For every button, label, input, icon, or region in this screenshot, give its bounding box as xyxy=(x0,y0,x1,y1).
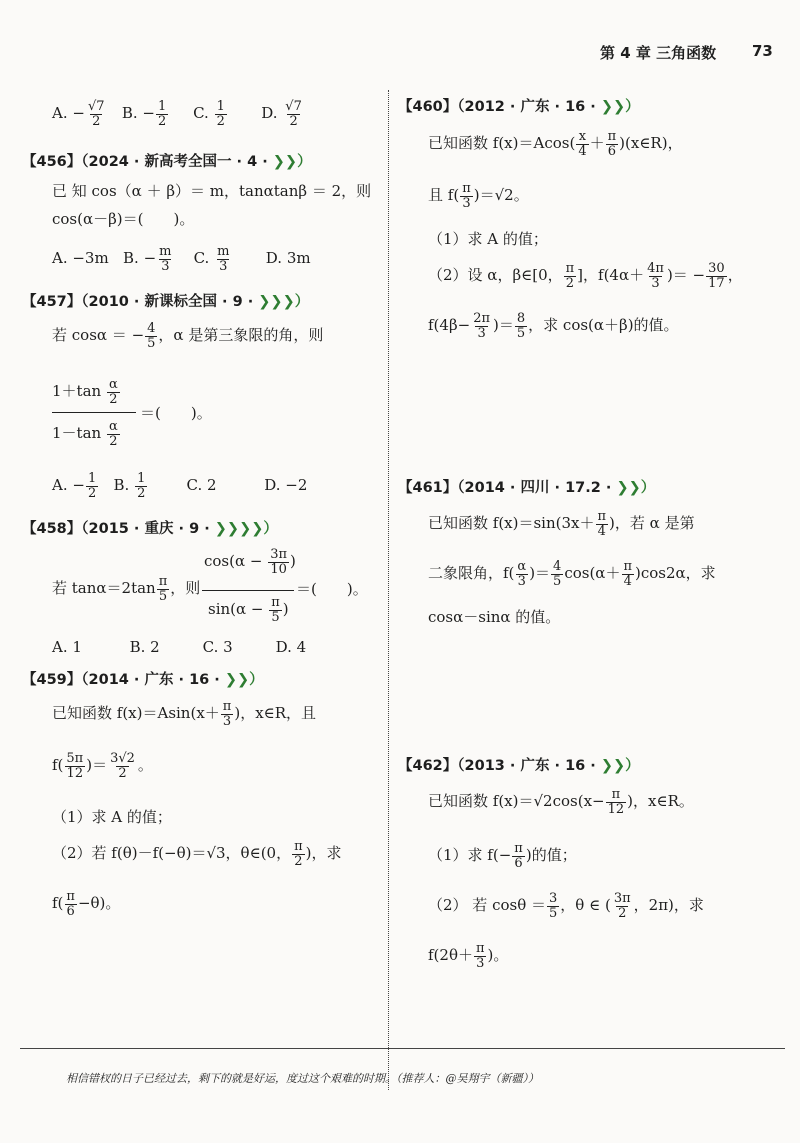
problem-462-q2: （2） 若 cosθ ＝ $\frac{3}{5}$ ，θ ∈ ( $\frac{3\pi}{2}$ ，2π)，求 xyxy=(428,891,704,921)
problem-457-line1: 若 cosα ＝ − $\frac{4}{5}$ ，α 是第三象限的角，则 xyxy=(52,321,324,351)
difficulty-pepper-icon: ❯❯） xyxy=(600,758,640,774)
problem-460-line2: 且 f( $\frac{\pi}{3}$ )＝√2。 xyxy=(428,181,529,211)
problem-462-q3: f(2θ＋ $\frac{\pi}{3}$ )。 xyxy=(428,941,509,971)
page-number: 73 xyxy=(752,42,773,60)
problem-456-line1: 已 知 cos（α ＋ β）＝ m，tanαtanβ ＝ 2，则 xyxy=(52,182,372,200)
problem-461-line1: 已知函数 f(x)＝sin(3x＋ $\frac{\pi}{4}$ )，若 α 是第 xyxy=(428,509,695,539)
difficulty-pepper-icon: ❯❯） xyxy=(600,99,640,115)
column-divider xyxy=(388,90,389,1090)
problem-461-line3: cosα－sinα 的值。 xyxy=(428,608,561,626)
problem-460-q1: （1）求 A 的值； xyxy=(428,230,548,248)
problem-461-line2: 二象限角，f( $\frac{\alpha}{3}$ )＝ $\frac{4}{5}$ cos(α＋ $\frac{\pi}{4}$ )cos2α，求 xyxy=(428,559,716,589)
difficulty-pepper-icon: ❯❯） xyxy=(616,480,656,496)
problem-459-line2: f( $\frac{5\pi}{12}$ )＝ $\frac{3√2}{2}$ 。 xyxy=(52,751,153,781)
problem-457-id: 【457】（2010 · 新课标全国 · 9 · ❯❯❯） xyxy=(22,294,310,310)
problem-458-line-a: 若 tanα＝2tan $\frac{\pi}{5}$ ，则 xyxy=(52,574,201,604)
problem-460-line1: 已知函数 f(x)＝Acos( $\frac{x}{4}$ ＋ $\frac{\pi}{6}$ )(x∈R)， xyxy=(428,129,683,159)
problem-457-options: A. − $\frac{1}{2}$ B. $\frac{1}{2}$ C. 2 D. −2 xyxy=(52,471,308,501)
problem-456-line2: cos(α－β)＝( )。 xyxy=(52,210,195,228)
problem-459-q1: （1）求 A 的值； xyxy=(52,808,172,826)
options-top: A. − $\frac{√7}{2}$ B. − $\frac{1}{2}$ C. $\frac{1}{2}$ D. $\frac{√7}{2}$ xyxy=(52,99,302,129)
problem-458-tail: ＝( )。 xyxy=(296,580,368,598)
problem-458-numerator: cos(α − $\frac{3\pi}{10}$ ) xyxy=(204,547,296,577)
difficulty-pepper-icon: ❯❯❯❯） xyxy=(214,521,278,537)
problem-459-line1: 已知函数 f(x)＝Asin(x＋ $\frac{\pi}{3}$ )，x∈R，且 xyxy=(52,699,317,729)
difficulty-pepper-icon: ❯❯） xyxy=(224,672,264,688)
problem-459-q3: f( $\frac{\pi}{6}$ −θ)。 xyxy=(52,889,121,919)
footer-divider xyxy=(20,1048,785,1049)
problem-462-line1: 已知函数 f(x)＝√2cos(x− $\frac{\pi}{12}$ )，x∈R。 xyxy=(428,787,694,817)
problem-460-q2: （2）设 α，β∈[0， $\frac{\pi}{2}$ ]，f(4α＋ $\frac{4\pi}{3}$ )＝ − $\frac{30}{17}$ ， xyxy=(428,261,743,291)
problem-456-id: 【456】（2024 · 新高考全国一 · 4 · ❯❯） xyxy=(22,154,312,170)
difficulty-pepper-icon: ❯❯） xyxy=(272,154,312,170)
chapter-title: 第 4 章 三角函数 xyxy=(600,44,717,62)
problem-459-id: 【459】（2014 · 广东 · 16 · ❯❯） xyxy=(22,672,264,688)
problem-461-id: 【461】（2014 · 四川 · 17.2 · ❯❯） xyxy=(398,480,656,496)
problem-457-fraction-top: 1＋tan $\frac{\alpha}{2}$ xyxy=(52,377,118,407)
problem-459-q2: （2）若 f(θ)－f(−θ)＝√3，θ∈(0， $\frac{\pi}{2}$ )，求 xyxy=(52,839,342,869)
fraction-bar xyxy=(52,412,136,413)
problem-456-options: A. −3m B. − $\frac{m}{3}$ C. $\frac{m}{3}$ D. 3m xyxy=(52,244,311,274)
difficulty-pepper-icon: ❯❯❯） xyxy=(258,294,310,310)
footer-quote: 相信错杈的日子已经过去，剩下的就是好运，度过这个艰难的时期。（推荐人：@吴翔宇（新疆）） xyxy=(66,1072,539,1085)
problem-458-id: 【458】（2015 · 重庆 · 9 · ❯❯❯❯） xyxy=(22,521,278,537)
problem-457-fraction-bottom: 1－tan $\frac{\alpha}{2}$ xyxy=(52,419,118,449)
problem-462-id: 【462】（2013 · 广东 · 16 · ❯❯） xyxy=(398,758,640,774)
problem-458-denominator: sin(α − $\frac{\pi}{5}$ ) xyxy=(208,595,289,625)
problem-457-tail: ＝( )。 xyxy=(140,404,212,422)
problem-460-id: 【460】（2012 · 广东 · 16 · ❯❯） xyxy=(398,99,640,115)
problem-462-q1: （1）求 f(− $\frac{\pi}{6}$ )的值； xyxy=(428,841,577,871)
problem-458-options: A. 1 B. 2 C. 3 D. 4 xyxy=(52,638,307,656)
fraction-bar xyxy=(202,590,294,591)
problem-460-q3: f(4β− $\frac{2\pi}{3}$ )＝ $\frac{8}{5}$ ，求 cos(α＋β)的值。 xyxy=(428,311,679,341)
